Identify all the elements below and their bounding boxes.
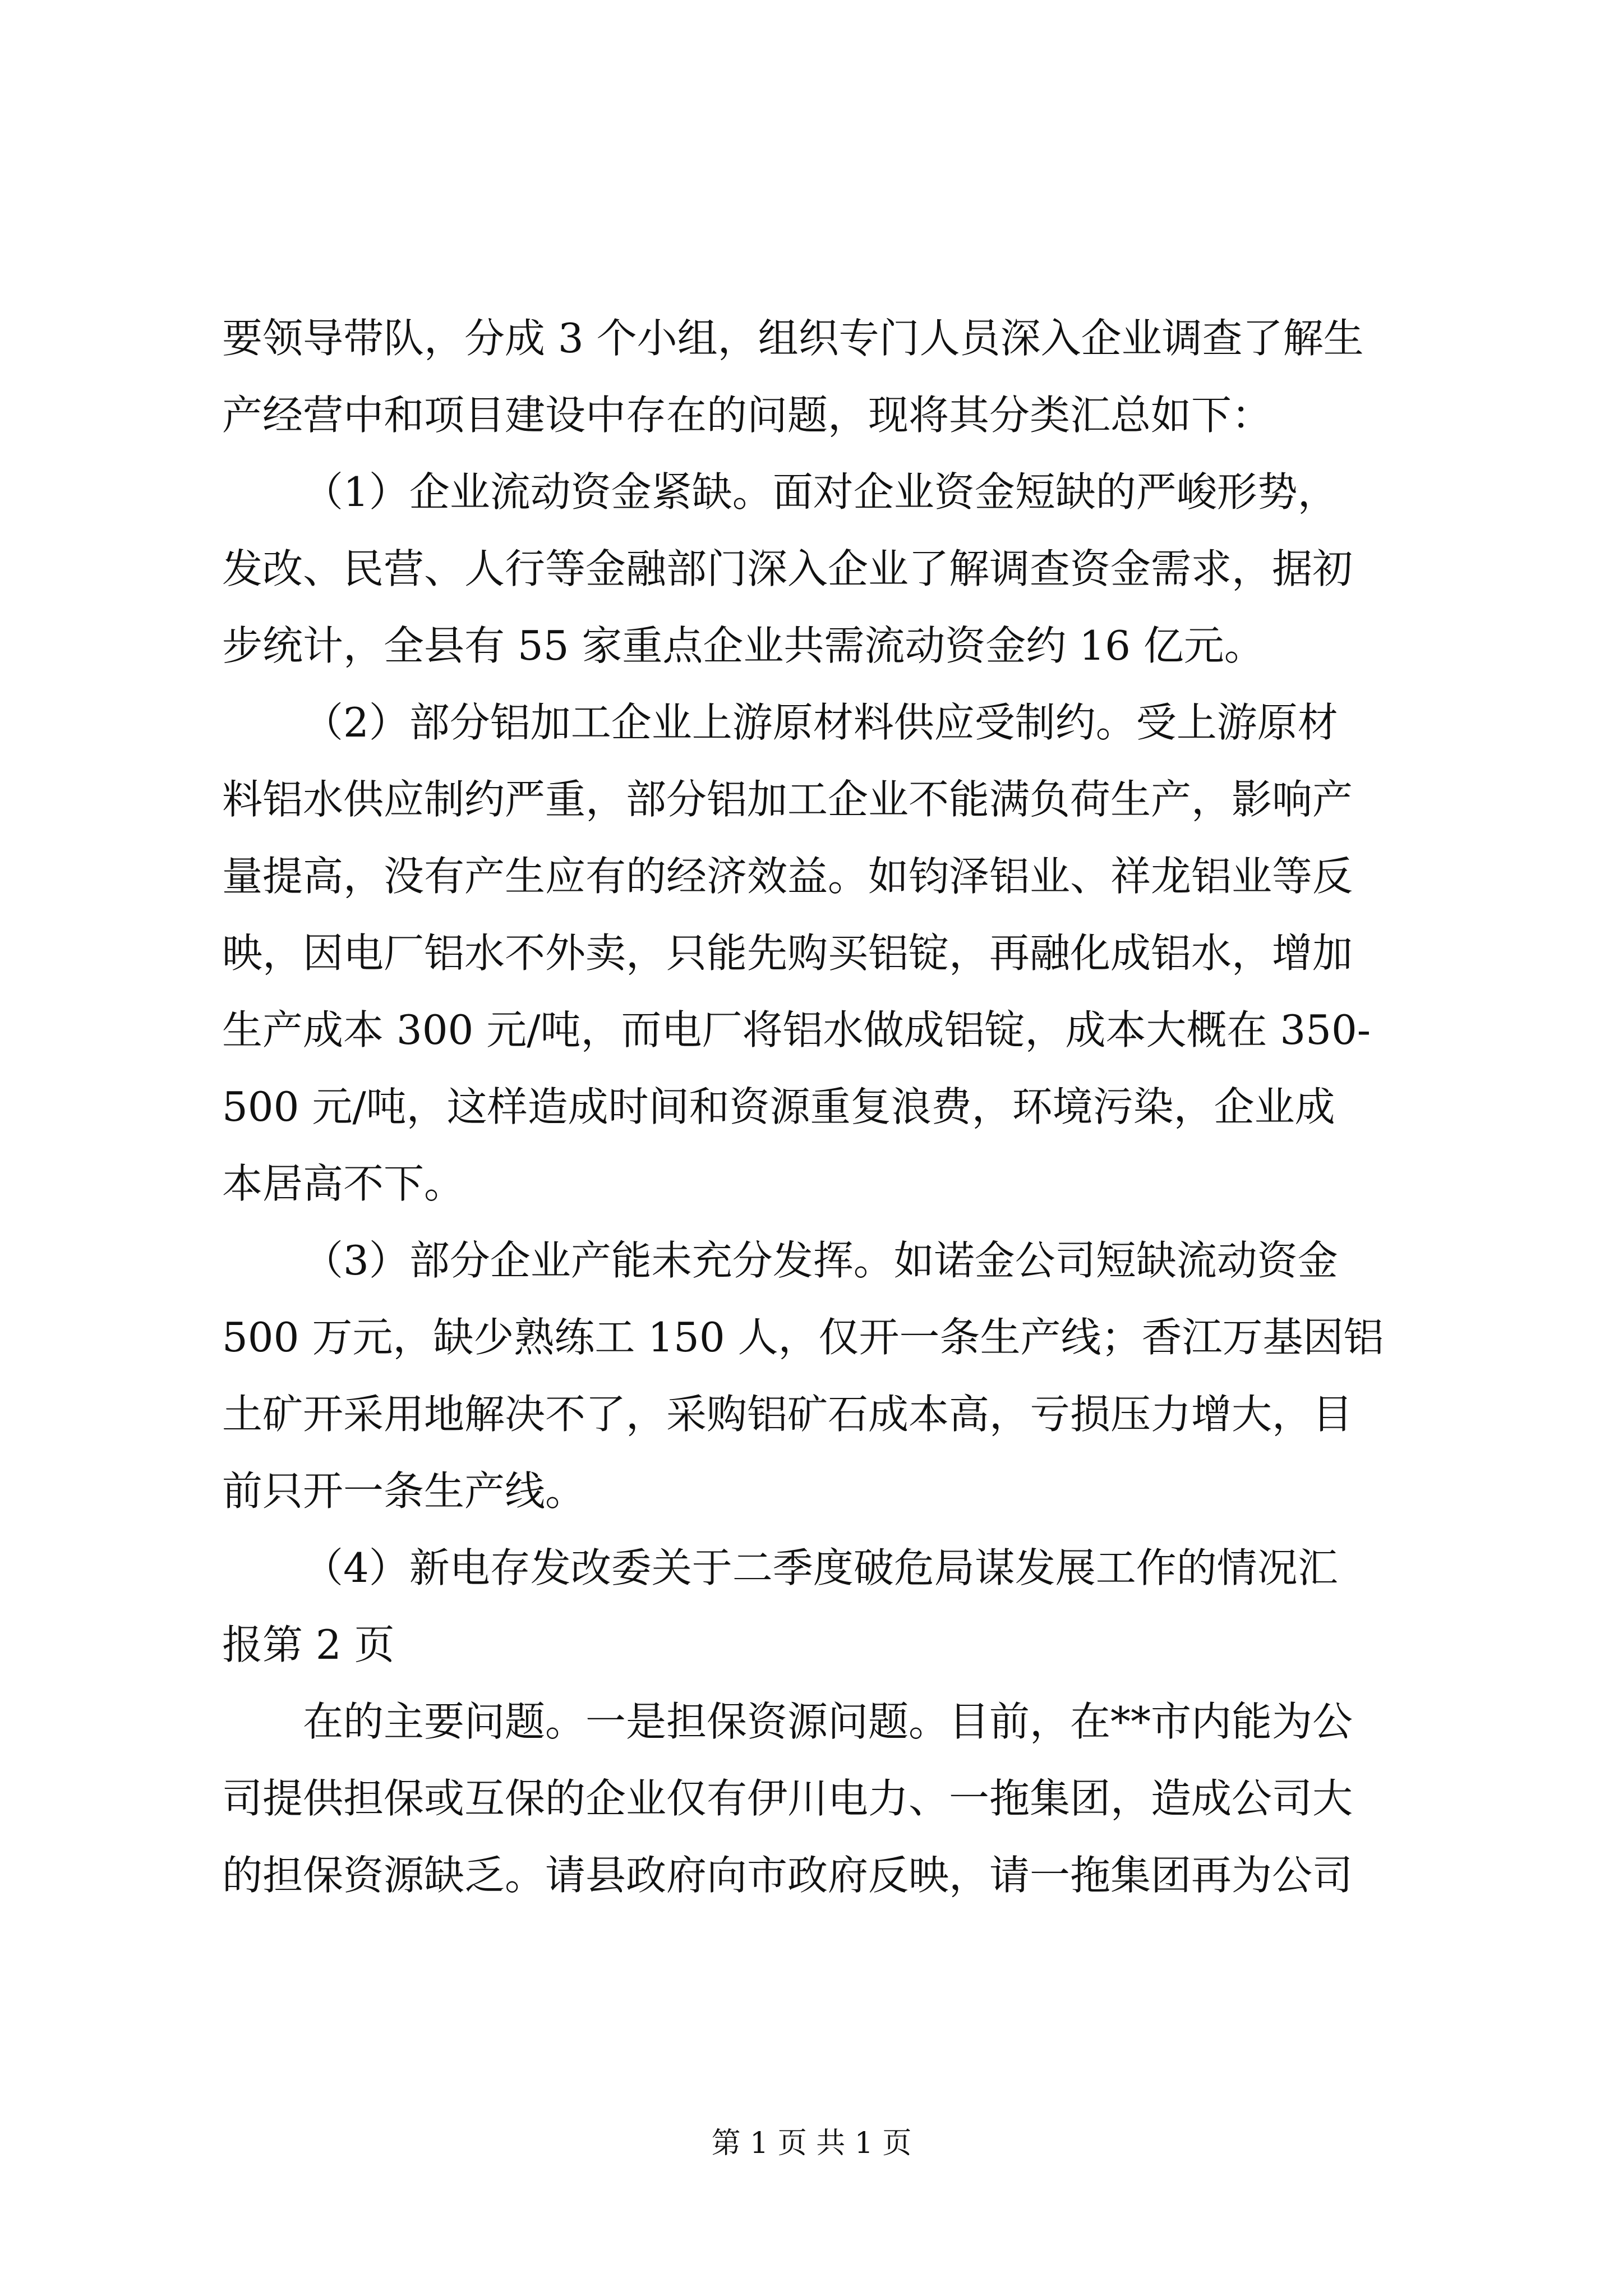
text-line: （2）部分铝加工企业上游原材料供应受制约。受上游原材 [303,699,1338,746]
text-line: 要领导带队，分成 3 个小组，组织专门人员深入企业调查了解生 [222,315,1364,362]
text-line: 量提高，没有产生应有的经济效益。如钧泽铝业、祥龙铝业等反 [222,853,1353,900]
paragraph-1 [222,300,1428,454]
text-line: 前只开一条生产线。 [222,1467,586,1515]
text-line: 产经营中和项目建设中存在的问题，现将其分类汇总如下： [222,392,1272,439]
paragraph-4 [222,1222,1428,1530]
text-line: 生产成本 300 元/吨，而电厂将铝水做成铝锭，成本大概在 350- [222,1006,1371,1053]
paragraph-5 [222,1530,1428,1683]
text-line: 土矿开采用地解决不了，采购铝矿石成本高，亏损压力增大，目 [222,1391,1353,1438]
text-line: 料铝水供应制约严重，部分铝加工企业不能满负荷生产，影响产 [222,776,1353,823]
text-line: 500 万元，缺少熟练工 150 人，仅开一条生产线；香江万基因铝 [222,1314,1384,1361]
text-line: 发改、民营、人行等金融部门深入企业了解调查资金需求，据初 [222,545,1353,592]
page-footer: 第 1 页 共 1 页 [711,2127,912,2160]
text-line: 本居高不下。 [222,1160,465,1207]
paragraph-6 [222,1683,1428,1914]
text-line: 司提供担保或互保的企业仅有伊川电力、一拖集团，造成公司大 [222,1775,1353,1822]
text-line: （1）企业流动资金紧缺。面对企业资金短缺的严峻形势， [303,468,1338,516]
text-line: 映，因电厂铝水不外卖，只能先购买铝锭，再融化成铝水，增加 [222,930,1353,977]
text-line: 在的主要问题。一是担保资源问题。目前，在**市内能为公 [303,1698,1353,1745]
paragraph-2 [222,454,1428,684]
text-line: 500 元/吨，这样造成时间和资源重复浪费，环境污染，企业成 [222,1083,1335,1130]
text-line: （3）部分企业产能未充分发挥。如诺金公司短缺流动资金 [303,1237,1338,1284]
text-line: 报第 2 页 [222,1621,395,1668]
text-line: 的担保资源缺乏。请县政府向市政府反映，请一拖集团再为公司 [222,1852,1353,1899]
paragraph-3 [222,684,1428,1222]
document-body [222,300,1428,1914]
text-line: （4）新电存发改委关于二季度破危局谋发展工作的情况汇 [303,1544,1338,1591]
text-line: 步统计，全县有 55 家重点企业共需流动资金约 16 亿元。 [222,622,1265,669]
